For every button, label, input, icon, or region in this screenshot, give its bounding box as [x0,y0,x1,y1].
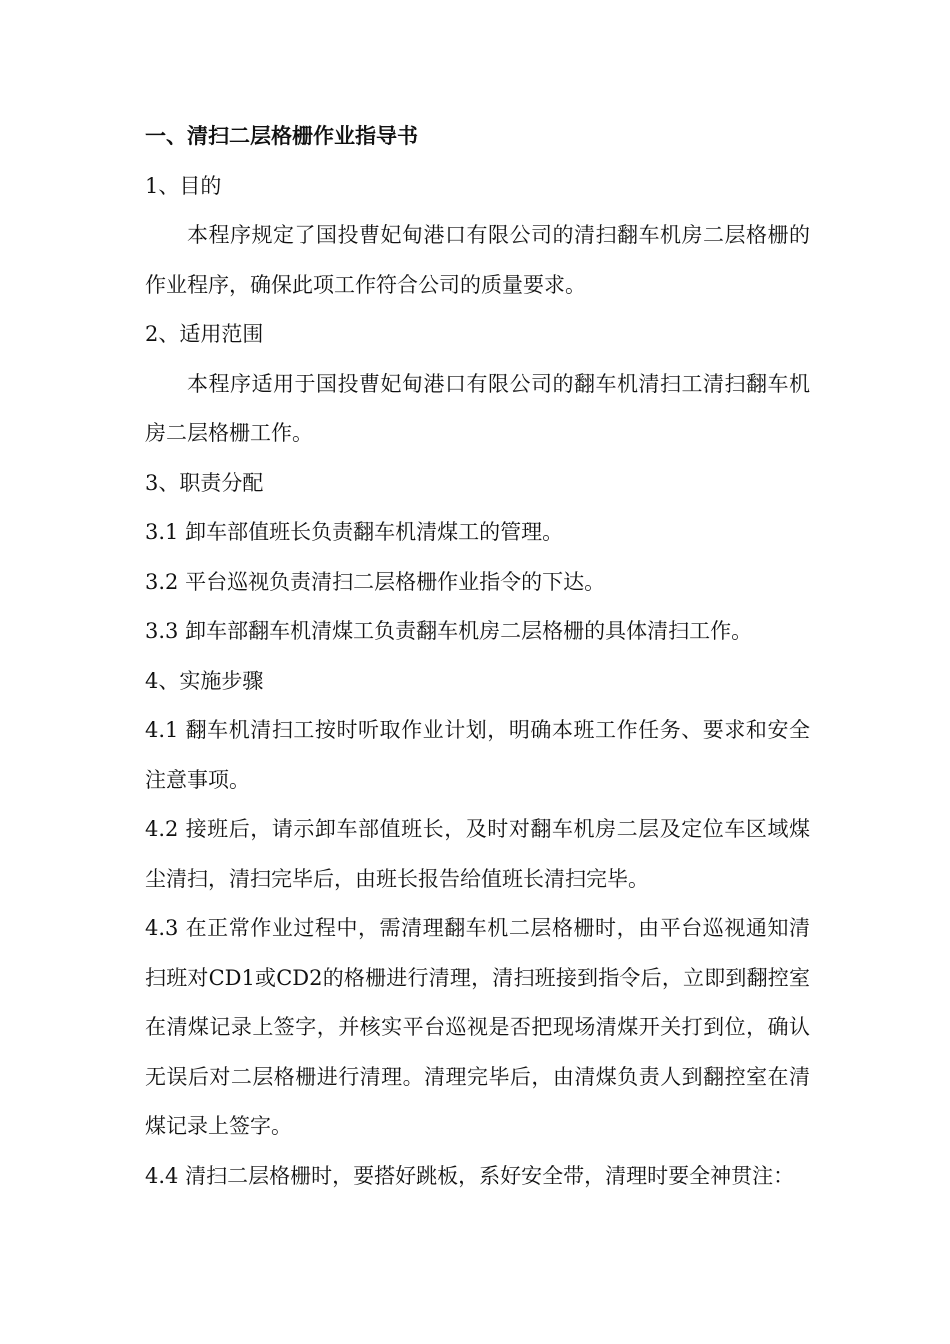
document-page [145,112,810,1201]
section-heading-purpose: 1、目的 [145,173,222,198]
paragraph-scope: 本程序适用于国投曹妃甸港口有限公司的翻车机清扫工清扫翻车机房二层格栅工作。 [145,371,810,445]
section-heading-steps: 4、实施步骤 [145,668,264,693]
list-item-4-2: 4.2 接班后，请示卸车部值班长，及时对翻车机房二层及定位车区域煤尘清扫，清扫完毕后，由班长报告给值班长清扫完毕。 [145,817,810,891]
list-item-3-2: 3.2 平台巡视负责清扫二层格栅作业指令的下达。 [145,569,606,594]
document-title: 一、清扫二层格栅作业指导书 [145,124,418,148]
list-item-4-4: 4.4 清扫二层格栅时，要搭好跳板，系好安全带，清理时要全神贯注： [145,1163,795,1188]
list-item-3-3: 3.3 卸车部翻车机清煤工负责翻车机房二层格栅的具体清扫工作。 [145,619,753,643]
list-item-3-1: 3.1 卸车部值班长负责翻车机清煤工的管理。 [145,520,564,544]
list-item-4-1: 4.1 翻车机清扫工按时听取作业计划，明确本班工作任务、要求和安全注意事项。 [145,718,810,792]
section-heading-scope: 2、适用范围 [145,322,264,346]
list-item-4-3: 4.3 在正常作业过程中，需清理翻车机二层格栅时，由平台巡视通知清扫班对CD1或CD2的格栅进行清理，清扫班接到指令后，立即到翻控室在清煤记录上签字，并核实平台巡视是否把现场清煤开关打到位，确认无误后对二层格栅进行清理。清理完毕后，由清煤负责人到翻控室在清煤记录上签字。 [145,916,810,1138]
section-heading-responsibilities: 3、职责分配 [145,470,264,495]
paragraph-purpose: 本程序规定了国投曹妃甸港口有限公司的清扫翻车机房二层格栅的作业程序，确保此项工作符合公司的质量要求。 [145,223,810,297]
